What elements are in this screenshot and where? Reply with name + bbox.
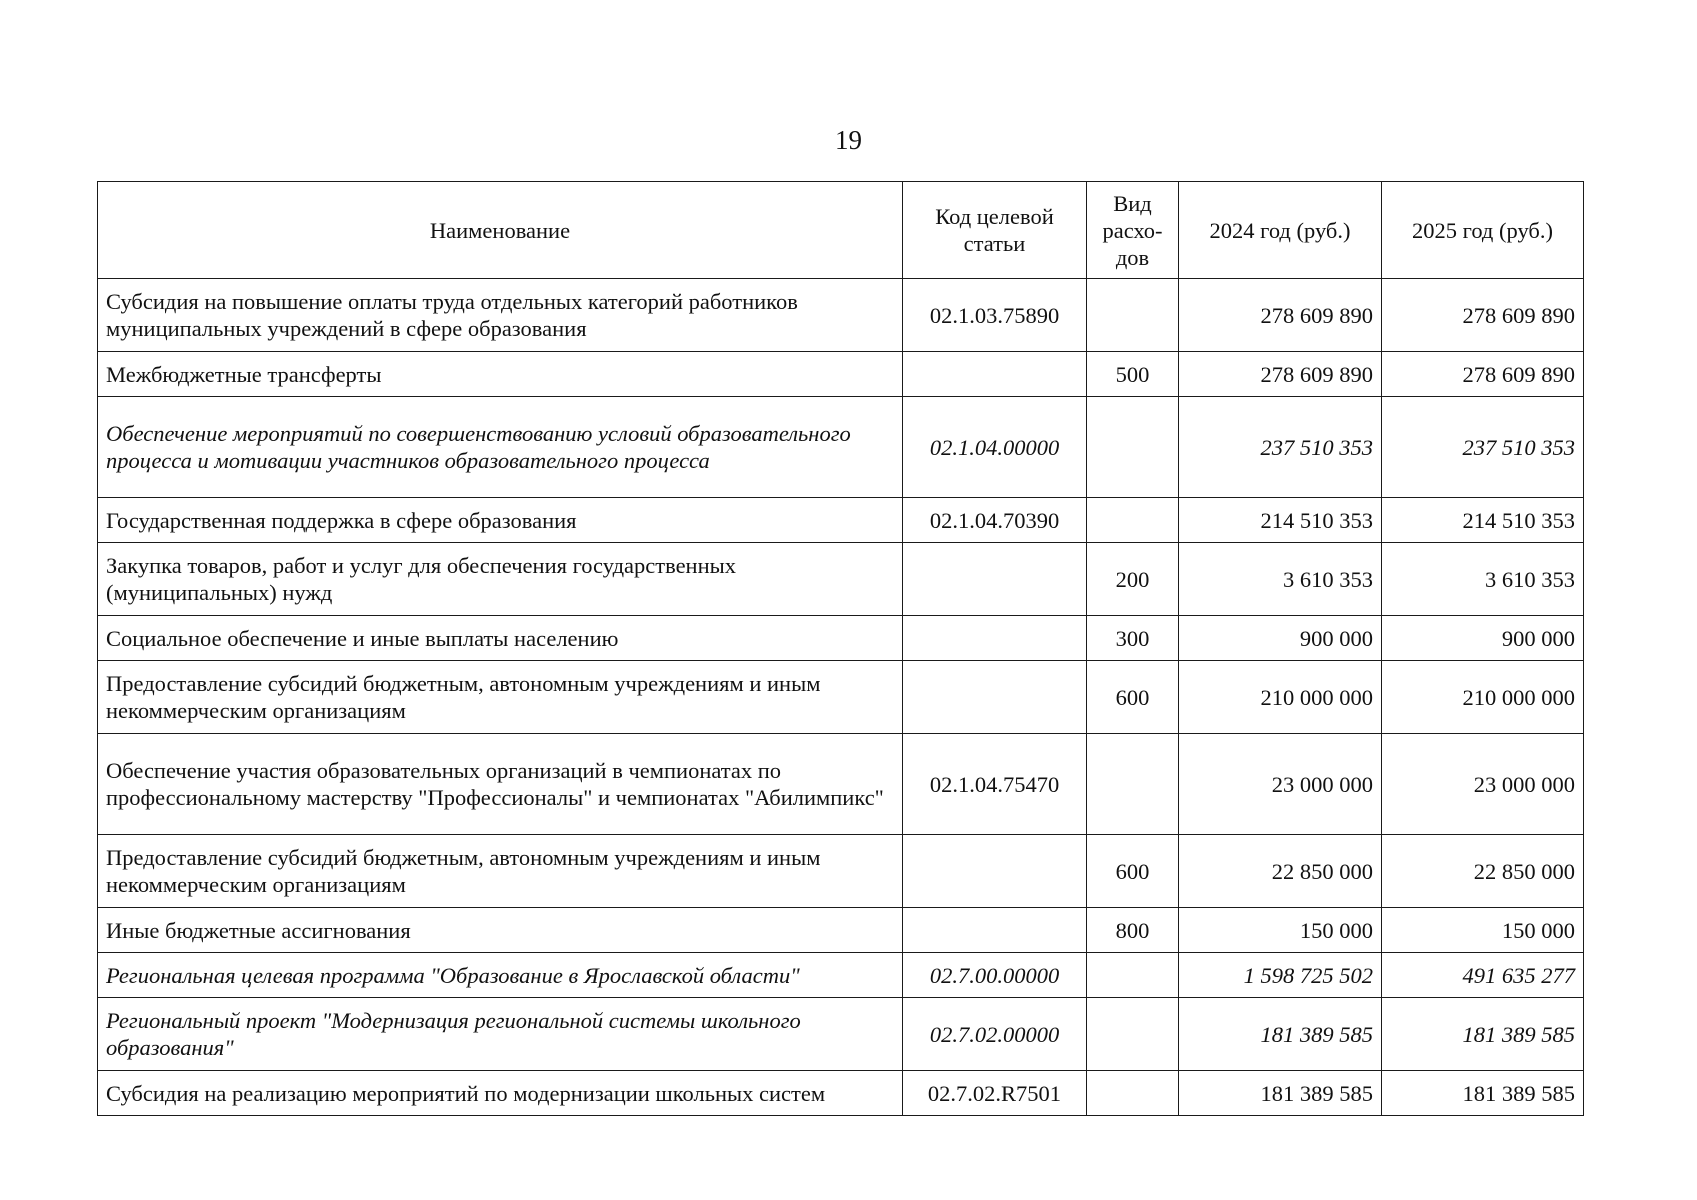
row-kind: 600: [1087, 835, 1179, 908]
row-name: Иные бюджетные ассигнования: [98, 908, 903, 953]
row-kind: [1087, 734, 1179, 835]
row-2024: 181 389 585: [1179, 1071, 1382, 1116]
row-kind: 300: [1087, 616, 1179, 661]
header-code: Код целевой статьи: [903, 182, 1087, 279]
row-2025: 900 000: [1382, 616, 1584, 661]
row-2024: 23 000 000: [1179, 734, 1382, 835]
budget-table: [97, 181, 1584, 1116]
row-code: 02.7.00.00000: [903, 953, 1087, 998]
row-kind: [1087, 998, 1179, 1071]
table-row: [98, 352, 1584, 397]
table-row: [98, 498, 1584, 543]
row-name: Государственная поддержка в сфере образования: [98, 498, 903, 543]
row-2025: 23 000 000: [1382, 734, 1584, 835]
table-row: [98, 616, 1584, 661]
row-code: [903, 352, 1087, 397]
row-name: Субсидия на повышение оплаты труда отдельных категорий работников муниципальных учреждений в сфере образования: [98, 279, 903, 352]
row-2025: 491 635 277: [1382, 953, 1584, 998]
table-row: [98, 734, 1584, 835]
row-code: [903, 908, 1087, 953]
header-2025: 2025 год (руб.): [1382, 182, 1584, 279]
table-row: [98, 661, 1584, 734]
row-name: Обеспечение мероприятий по совершенствованию условий образовательного процесса и мотивации участников образовательного процесса: [98, 397, 903, 498]
row-kind: 600: [1087, 661, 1179, 734]
row-code: 02.7.02.R7501: [903, 1071, 1087, 1116]
row-2025: 214 510 353: [1382, 498, 1584, 543]
row-name: Региональный проект "Модернизация региональной системы школьного образования": [98, 998, 903, 1071]
row-2025: 278 609 890: [1382, 279, 1584, 352]
row-2025: 210 000 000: [1382, 661, 1584, 734]
row-code: 02.1.04.75470: [903, 734, 1087, 835]
row-2024: 3 610 353: [1179, 543, 1382, 616]
table-row: [98, 953, 1584, 998]
row-2024: 181 389 585: [1179, 998, 1382, 1071]
row-name: Социальное обеспечение и иные выплаты населению: [98, 616, 903, 661]
row-code: [903, 616, 1087, 661]
row-2024: 900 000: [1179, 616, 1382, 661]
row-2025: 237 510 353: [1382, 397, 1584, 498]
table-row: [98, 908, 1584, 953]
table-header: [98, 182, 1584, 279]
row-2024: 237 510 353: [1179, 397, 1382, 498]
header-row: [98, 182, 1584, 279]
row-2024: 210 000 000: [1179, 661, 1382, 734]
row-2024: 1 598 725 502: [1179, 953, 1382, 998]
header-name: Наименование: [98, 182, 903, 279]
row-code: [903, 835, 1087, 908]
row-2025: 278 609 890: [1382, 352, 1584, 397]
row-kind: [1087, 1071, 1179, 1116]
row-code: 02.7.02.00000: [903, 998, 1087, 1071]
row-2025: 181 389 585: [1382, 1071, 1584, 1116]
row-2024: 278 609 890: [1179, 352, 1382, 397]
row-name: Обеспечение участия образовательных организаций в чемпионатах по профессиональному мастерству "Профессионалы" и чемпионатах "Абилимпикс": [98, 734, 903, 835]
row-code: [903, 661, 1087, 734]
table-row: [98, 1071, 1584, 1116]
row-2025: 150 000: [1382, 908, 1584, 953]
row-kind: [1087, 397, 1179, 498]
row-2024: 150 000: [1179, 908, 1382, 953]
header-kind: Вид расхо-дов: [1087, 182, 1179, 279]
row-2025: 22 850 000: [1382, 835, 1584, 908]
row-kind: 800: [1087, 908, 1179, 953]
row-code: 02.1.04.70390: [903, 498, 1087, 543]
table-row: [98, 835, 1584, 908]
row-name: Межбюджетные трансферты: [98, 352, 903, 397]
row-code: [903, 543, 1087, 616]
header-2024: 2024 год (руб.): [1179, 182, 1382, 279]
row-name: Предоставление субсидий бюджетным, автономным учреждениям и иным некоммерческим организациям: [98, 835, 903, 908]
row-name: Региональная целевая программа "Образование в Ярославской области": [98, 953, 903, 998]
row-2025: 181 389 585: [1382, 998, 1584, 1071]
page-number: 19: [835, 125, 862, 155]
row-kind: [1087, 498, 1179, 543]
row-code: 02.1.03.75890: [903, 279, 1087, 352]
row-2024: 214 510 353: [1179, 498, 1382, 543]
row-kind: 500: [1087, 352, 1179, 397]
row-2025: 3 610 353: [1382, 543, 1584, 616]
row-kind: [1087, 279, 1179, 352]
row-code: 02.1.04.00000: [903, 397, 1087, 498]
table-row: [98, 998, 1584, 1071]
table-row: [98, 279, 1584, 352]
row-kind: [1087, 953, 1179, 998]
table-body: [98, 279, 1584, 1116]
table-row: [98, 397, 1584, 498]
row-2024: 22 850 000: [1179, 835, 1382, 908]
row-name: Субсидия на реализацию мероприятий по модернизации школьных систем: [98, 1071, 903, 1116]
row-kind: 200: [1087, 543, 1179, 616]
row-name: Закупка товаров, работ и услуг для обеспечения государственных (муниципальных) нужд: [98, 543, 903, 616]
row-2024: 278 609 890: [1179, 279, 1382, 352]
row-name: Предоставление субсидий бюджетным, автономным учреждениям и иным некоммерческим организациям: [98, 661, 903, 734]
table-row: [98, 543, 1584, 616]
